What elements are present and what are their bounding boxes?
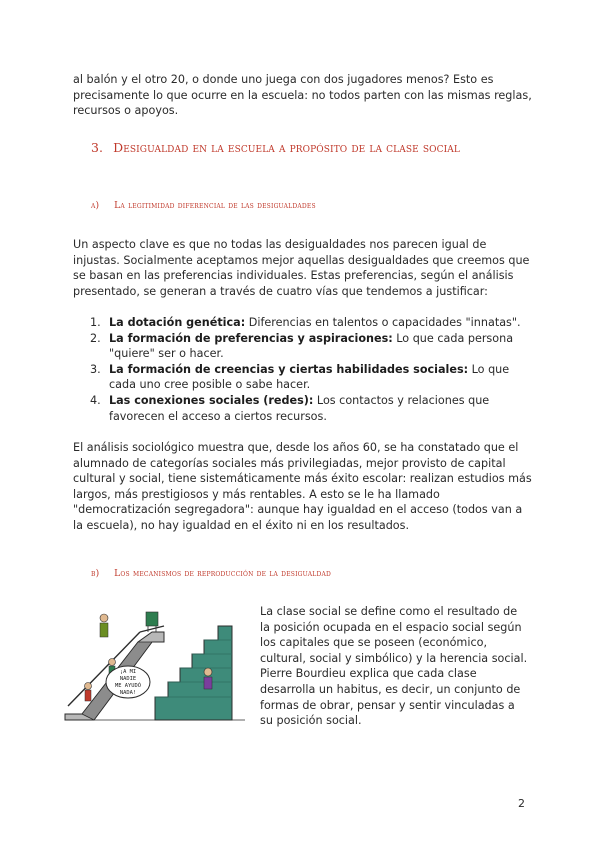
speech-line-4: NADA! [119, 690, 137, 696]
list-item-text: Diferencias en talentos o capacidades "innatas". [248, 316, 521, 329]
list-item-text: Lo que cada uno cree posible o sabe hacer. [109, 362, 510, 392]
subsection-a-paragraph-2: El análisis sociológico muestra que, desde los años 60, se ha constatado que el alumnado de categorías sociales más privilegiadas, mejor provisto de capital cultural y social, tiene sistemáticamente más éxito escolar: realizan estudios más largos, más prestigiosos y más rentables. A esto se le ha llamado "democratización segregadora": aunque hay igualdad en el acceso (todos van a la escuela), no hay igualdad en el éxito ni en los resultados. [73, 441, 532, 532]
subsection-b-title: Los mecanismos de reproducción de la desigualdad [114, 568, 331, 579]
subsection-b-heading [91, 568, 331, 579]
list-item-number: 3. [90, 362, 101, 376]
list-item-number: 4. [90, 393, 101, 407]
subsection-a-heading [91, 200, 316, 211]
list-item [90, 315, 530, 331]
list-item-term: La formación de preferencias y aspiraciones: [109, 331, 393, 345]
list-item-text: Los contactos y relaciones que favorecen el acceso a ciertos recursos. [109, 393, 490, 423]
escalator-cartoon-illustration [60, 602, 250, 722]
speech-line-3: ME AYUDÓ [115, 683, 141, 689]
list-item-term: La formación de creencias y ciertas habilidades sociales: [109, 362, 469, 376]
list-item [90, 362, 530, 393]
list-item-number: 1. [90, 316, 101, 329]
list-item-text: Lo que cada persona "quiere" ser o hacer. [109, 331, 514, 361]
list-item [90, 331, 530, 362]
subsection-b-paragraph: La clase social se define como el resultado de la posición ocupada en el espacio social según los capitales que se poseen (económico, cultural, social y simbólico) y la herencia social. Pierre Bourdieu explica que cada clase desarrolla un habitus, es decir, un conjunto de formas de obrar, pensar y sentir vinculadas a su posición social. [260, 605, 528, 728]
list-item-term: La dotación genética: [109, 316, 246, 329]
section-3-heading [91, 140, 460, 155]
subsection-a-title: La legitimidad diferencial de las desigualdades [114, 200, 316, 211]
subsection-b-letter: b) [91, 568, 100, 579]
section-3-title: Desigualdad en la escuela a propósito de la clase social [113, 140, 460, 155]
preferences-list [90, 315, 530, 424]
subsection-a-paragraph: Un aspecto clave es que no todas las desigualdades nos parecen igual de injustas. Socialmente aceptamos mejor aquellas desigualdades que creemos que se basan en las preferencias individuales. Estas preferencias, según el análisis presentado, se generan a través de cuatro vías que tendemos a justificar: [73, 238, 530, 298]
speech-line-1: ¡A MI [119, 669, 137, 675]
intro-paragraph: al balón y el otro 20, o donde uno juega con dos jugadores menos? Esto es precisamente lo que ocurre en la escuela: no todos parten con las mismas reglas, recursos o apoyos. [73, 73, 532, 118]
speech-line-2: NADIE [119, 676, 137, 682]
list-item [90, 393, 530, 424]
list-item-number: 2. [90, 331, 101, 345]
subsection-a-letter: a) [91, 200, 100, 211]
list-item-term: Las conexiones sociales (redes): [109, 393, 314, 407]
page-number: 2 [518, 797, 525, 810]
section-3-number: 3. [91, 140, 104, 155]
